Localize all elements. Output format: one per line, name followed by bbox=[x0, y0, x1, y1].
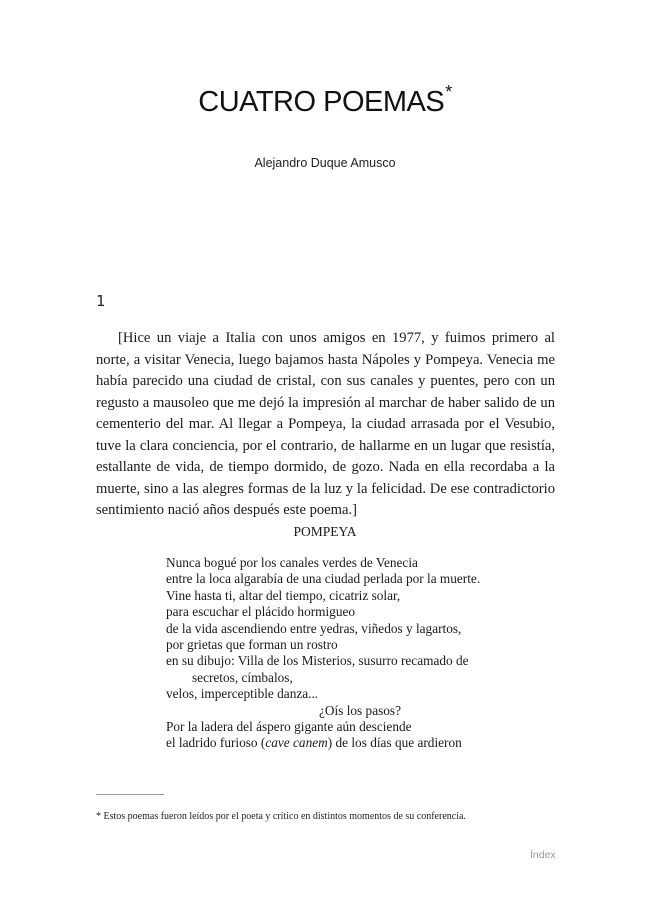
poem-line bbox=[166, 735, 566, 751]
section-number: 1 bbox=[96, 292, 106, 310]
poem-line: en su dibujo: Villa de los Misterios, susurro recamado de bbox=[166, 653, 469, 669]
poem-line-indented: ¿Oís los pasos? bbox=[319, 702, 401, 718]
page-title bbox=[0, 82, 650, 119]
poem-line-end: ) de los días que ardieron bbox=[327, 735, 462, 751]
poem-italic-phrase: cave canem bbox=[265, 735, 328, 751]
footnote-divider bbox=[96, 794, 164, 795]
poem-line: velos, imperceptible danza... bbox=[166, 686, 319, 702]
poem-body bbox=[166, 555, 566, 752]
poem-line: Vine hasta ti, altar del tiempo, cicatriz solar, bbox=[166, 587, 401, 603]
poem-line: por grietas que forman un rostro bbox=[166, 637, 338, 653]
title-text: CUATRO POEMAS bbox=[198, 86, 445, 118]
poem-line-continuation: secretos, címbalos, bbox=[192, 669, 293, 685]
poem-line: de la vida ascendiendo entre yedras, viñedos y lagartos, bbox=[166, 620, 462, 636]
footnote-marker: * bbox=[445, 82, 452, 102]
poem-line: Nunca bogué por los canales verdes de Venecia bbox=[166, 555, 418, 570]
poem-line: Por la ladera del áspero gigante aún desciende bbox=[166, 719, 412, 735]
index-link[interactable]: Índex bbox=[530, 849, 556, 861]
footnote: * Estos poemas fueron leídos por el poeta y crítico en distintos momentos de su conferencia. bbox=[96, 811, 466, 822]
intro-paragraph: [Hice un viaje a Italia con unos amigos en 1977, y fuimos primero al norte, a visitar Venecia, luego bajamos hasta Nápoles y Pompeya. Venecia me había parecido una ciudad de cristal, con sus canales y puentes, pero con un regusto a mausoleo que me dejó la impresión al marchar de haber salido de un cementerio del mar. Al llegar a Pompeya, la ciudad arrasada por el Vesubio, tuve la clara conciencia, por el contrario, de hallarme en un lugar que resistía, estallante de vida, de tiempo dormido, de gozo. Nada en ella recordaba a la muerte, sino a las alegres formas de la luz y la felicidad. De ese contradictorio sentimiento nació años después este poema.] bbox=[96, 330, 555, 518]
poem-line: entre la loca algarabía de una ciudad perlada por la muerte. bbox=[166, 571, 481, 587]
poem-title: POMPEYA bbox=[293, 524, 357, 539]
poem-line-start: el ladrido furioso ( bbox=[166, 735, 266, 751]
poem-line: para escuchar el plácido hormigueo bbox=[166, 604, 356, 620]
author-name: Alejandro Duque Amusco bbox=[254, 156, 396, 170]
